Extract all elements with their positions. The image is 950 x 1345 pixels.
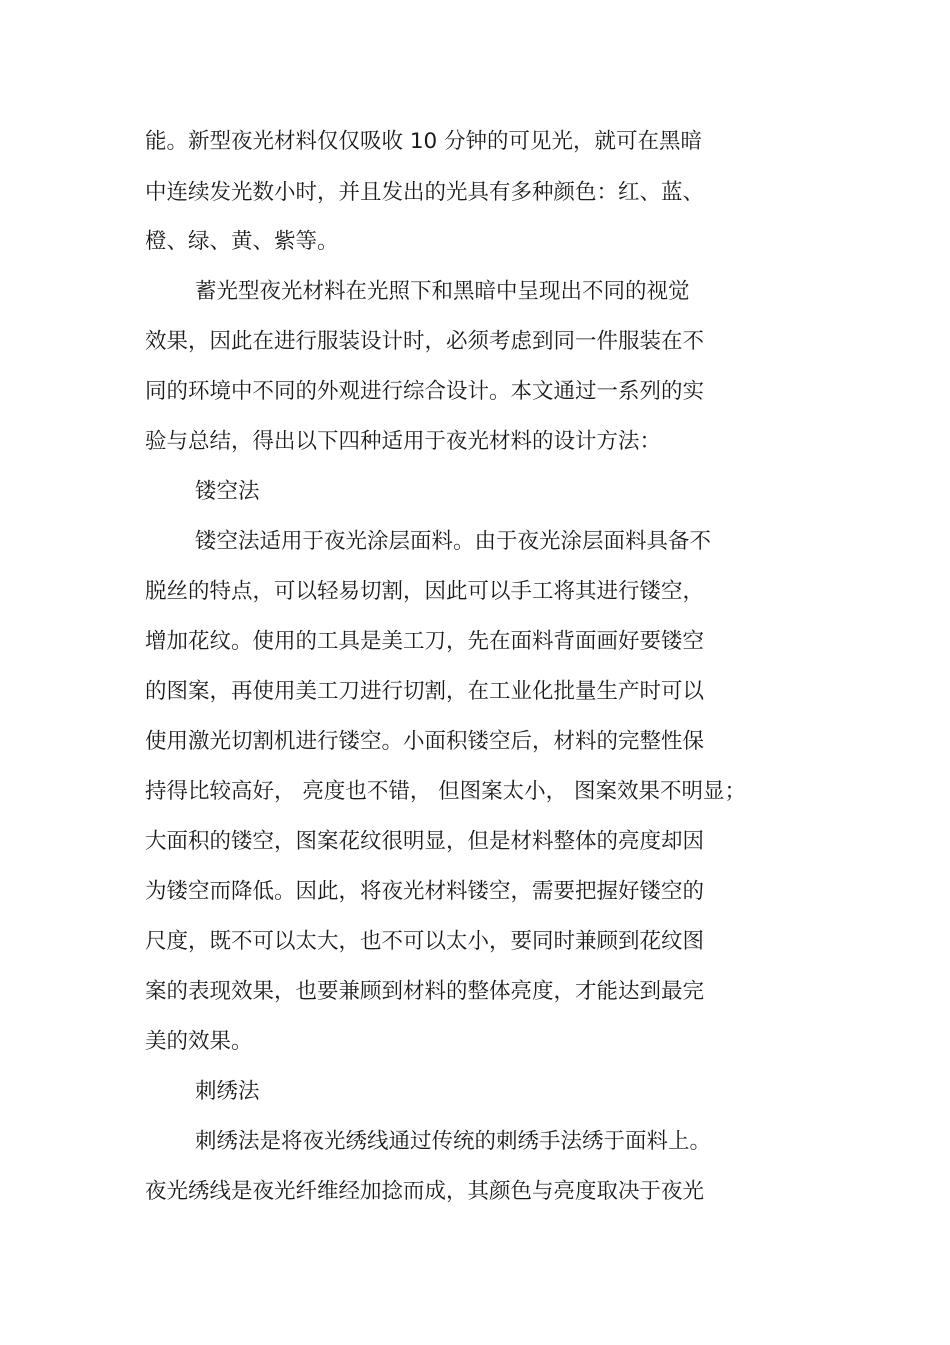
- text-line: 中连续发光数小时，并且发出的光具有多种颜色：红、蓝、: [145, 180, 705, 205]
- text-line: 脱丝的特点，可以轻易切割，因此可以手工将其进行镂空，: [145, 579, 705, 604]
- text-line: 同的环境中不同的外观进行综合设计。本文通过一系列的实: [145, 379, 705, 404]
- text-line: 持得比较高好， 亮度也不错， 但图案太小， 图案效果不明显；: [145, 779, 747, 804]
- text-line: 夜光绣线是夜光纤维经加捻而成，其颜色与亮度取决于夜光: [145, 1179, 705, 1204]
- text-line: 能。新型夜光材料仅仅吸收 10 分钟的可见光，就可在黑暗: [145, 129, 703, 154]
- text-line: 案的表现效果，也要兼顾到材料的整体亮度，才能达到最完: [145, 979, 705, 1004]
- text-line: 增加花纹。使用的工具是美工刀，先在面料背面画好要镂空: [145, 629, 705, 654]
- text-line: 橙、绿、黄、紫等。: [145, 229, 339, 254]
- section-heading: 镂空法: [195, 479, 260, 504]
- text-line: 大面积的镂空，图案花纹很明显，但是材料整体的亮度却因: [145, 829, 705, 854]
- text-line: 美的效果。: [145, 1029, 253, 1054]
- text-line: 为镂空而降低。因此，将夜光材料镂空，需要把握好镂空的: [145, 879, 705, 904]
- text-line: 效果，因此在进行服装设计时，必须考虑到同一件服装在不: [145, 329, 705, 354]
- paragraph-start: 刺绣法是将夜光绣线通过传统的刺绣手法绣于面料上。: [195, 1129, 712, 1154]
- text-line: 使用激光切割机进行镂空。小面积镂空后，材料的完整性保: [145, 729, 705, 754]
- paragraph-start: 镂空法适用于夜光涂层面料。由于夜光涂层面料具备不: [195, 529, 712, 554]
- text-line: 的图案，再使用美工刀进行切割，在工业化批量生产时可以: [145, 679, 705, 704]
- text-line: 尺度，既不可以太大，也不可以太小，要同时兼顾到花纹图: [145, 929, 705, 954]
- paragraph-start: 蓄光型夜光材料在光照下和黑暗中呈现出不同的视觉: [195, 279, 690, 304]
- text-line: 验与总结，得出以下四种适用于夜光材料的设计方法：: [145, 429, 662, 454]
- section-heading: 刺绣法: [195, 1079, 260, 1104]
